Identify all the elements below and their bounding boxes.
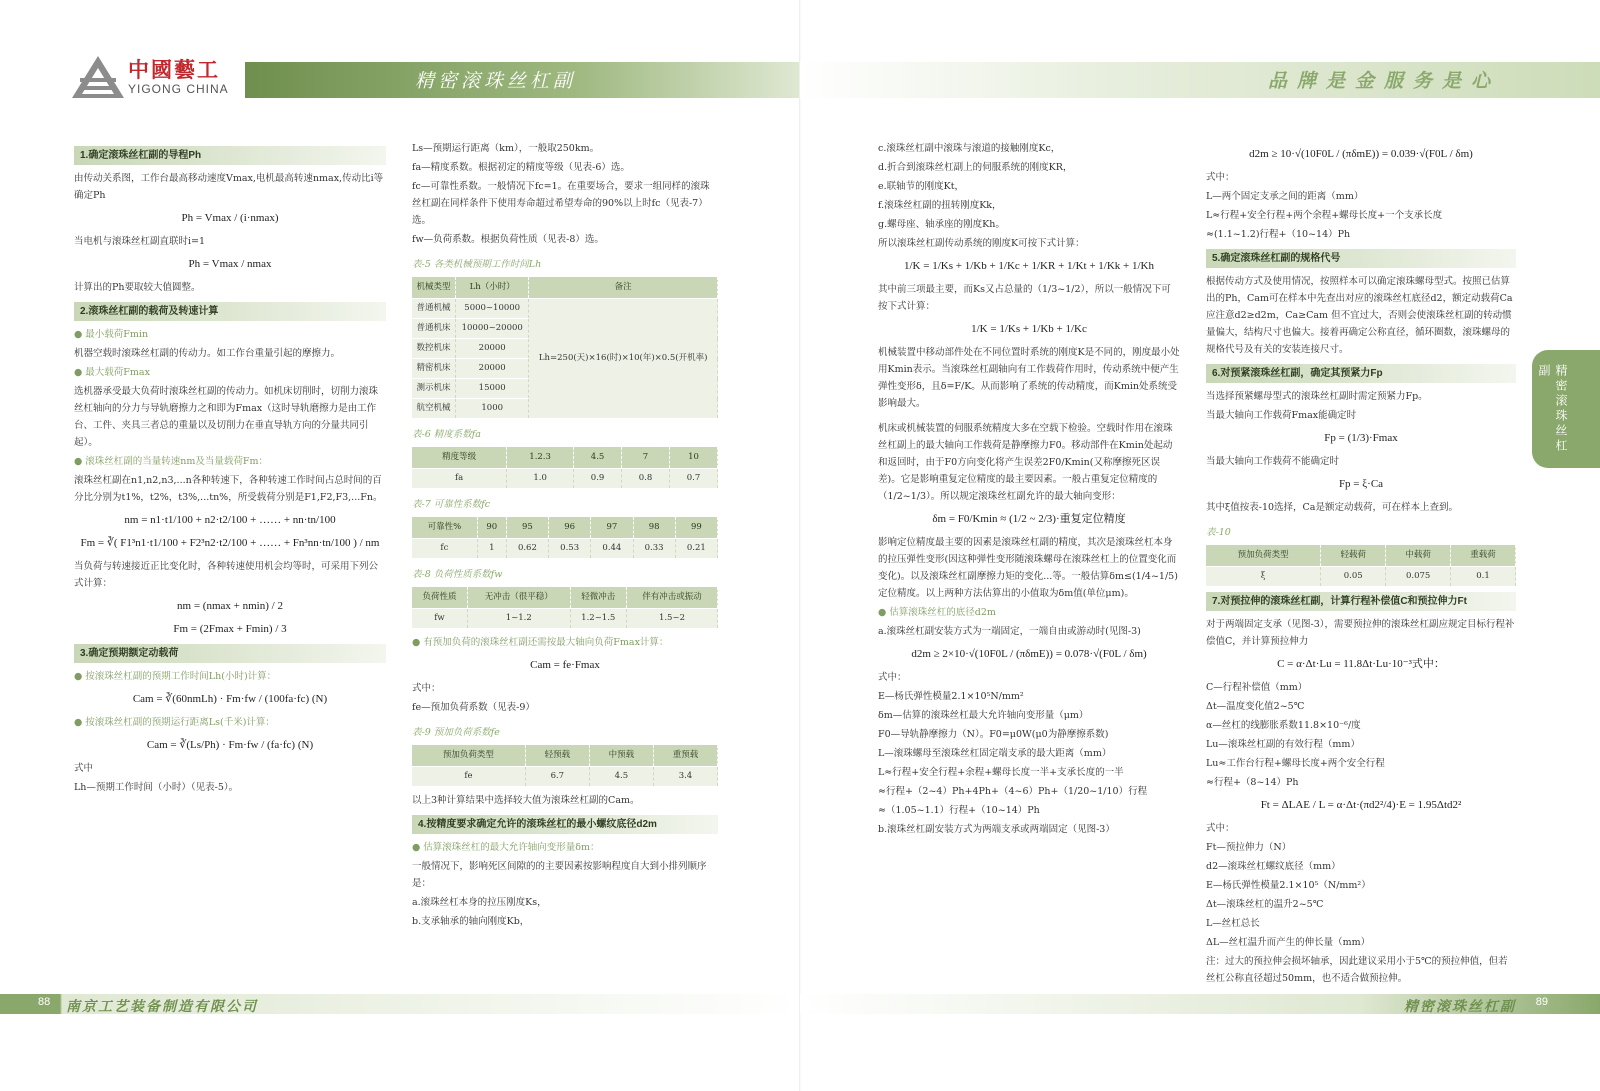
paragraph: 滚珠丝杠副在n1,n2,n3,...n各种转速下，各种转速工作时间占总时间的百分比分别为t1%，t2%，t3%,...tn%，所受载荷分别是F1,F2,F3,...Fn。 (74, 475, 383, 503)
bullet-heading: ● 估算滚珠丝杠的底径d2m (878, 607, 996, 618)
paragraph: L≈行程+安全行程+两个余程+螺母长度+一个支承长度 (1206, 210, 1443, 221)
paragraph: ΔL—丝杠温升而产生的伸长量（mm） (1206, 937, 1371, 948)
formula: Fm = (2Fmax + Fmin) / 3 (173, 623, 287, 635)
paragraph: 一般情况下，影响死区间隙的的主要因素按影响程度自大到小排列顺序是： (412, 861, 707, 889)
table-cell: 普通机械 (412, 299, 456, 319)
paragraph: E—杨氏弹性模量2.1×10⁵N/mm² (878, 691, 1024, 702)
table-cell: 4.5 (589, 767, 653, 787)
paragraph: c.滚珠丝杠副中滚珠与滚道的接触刚度Kc， (878, 143, 1061, 154)
table-cell: 5000~10000 (456, 299, 529, 319)
table-cell: 0.44 (591, 539, 633, 559)
paragraph: b.支承轴承的轴向刚度Kb， (412, 916, 530, 927)
section-heading: 6.对预紧滚珠丝杠副，确定其预紧力Fp (1206, 364, 1516, 383)
paragraph: 当最大轴向工作载荷不能确定时 (1206, 456, 1340, 467)
paragraph: Δt—温度变化值2~5℃ (1206, 701, 1305, 712)
paragraph: 机械装置中移动部件处在不同位置时系统的刚度K是不同的，刚度最小处用Kmin表示。当滚珠丝杠副轴向有工作载荷作用时，传动系统中便产生弹性变形δ，且δ=F/K。从而影响了系统的传动精度，而Kmin处系统受影响最大。 (878, 347, 1180, 409)
paragraph: Ft—预拉伸力（N） (1206, 842, 1292, 853)
formula: 1/K = 1/Ks + 1/Kb + 1/Kc + 1/KR + 1/Kt + 1/Kk + 1/Kh (904, 260, 1154, 272)
table-cell: 15000 (456, 379, 529, 399)
table-cell: 0.8 (622, 469, 670, 489)
formula: Ft = ΔLAE / L = α·Δt·(πd2²/4)·E = 1.95Δtd2² (1260, 799, 1462, 811)
formula: Fp = ξ·Ca (1338, 478, 1384, 490)
paragraph: L—滚珠螺母至滚珠丝杠固定端支承的最大距离（mm） (878, 748, 1112, 759)
paragraph: b.滚珠丝杠副安装方式为两端支承或两端固定（见图-3） (878, 824, 1115, 835)
logo-english-text: YIGONG CHINA (128, 82, 229, 96)
paragraph: 其中ξ值按表-10选择，Ca是额定动载荷，可在样本上查到。 (1206, 502, 1458, 513)
formula: Ph = Vmax / (i·nmax) (181, 212, 279, 224)
table-header-cell: 预加负荷类型 (1206, 545, 1321, 567)
bullet-heading: ● 最小载荷Fmin (74, 329, 149, 340)
table-header-cell: 伴有冲击或振动 (626, 587, 717, 609)
paragraph: a.滚珠丝杠本身的拉压刚度Ks， (412, 897, 547, 908)
table-header-cell: 10 (670, 447, 718, 469)
table-row (412, 609, 718, 629)
table-header-cell: 轻预载 (525, 745, 589, 767)
table-cell: fa (412, 469, 507, 489)
table-header-cell: 轻载荷 (1321, 545, 1386, 567)
paragraph: Lu—滚珠丝杠副的有效行程（mm） (1206, 739, 1360, 750)
paragraph: fw—负荷系数。根据负荷性质（见表-8）选。 (412, 234, 604, 245)
section-heading: 5.确定滚珠丝杠副的规格代号 (1206, 249, 1516, 268)
table-cell: 1.0 (507, 469, 574, 489)
table-caption: 表-6 精度系数fa (412, 429, 481, 440)
side-tab (1532, 350, 1600, 468)
paragraph: E—杨氏弹性模量2.1×10⁵（N/mm²） (1206, 880, 1371, 891)
paragraph: 当最大轴向工作载荷Fmax能确定时 (1206, 410, 1357, 421)
table-cell: 0.7 (670, 469, 718, 489)
table-row (412, 299, 718, 319)
table-header-cell: 99 (675, 517, 717, 539)
table-header-cell: 备注 (529, 277, 718, 299)
table-row (1206, 567, 1516, 587)
table-cell: 0.075 (1386, 567, 1451, 587)
table-row (412, 539, 718, 559)
paragraph: 其中前三项最主要，而Ks又占总量的（1/3~1/2），所以一般情况下可按下式计算： (878, 284, 1171, 312)
paragraph: ≈(1.1~1.2)行程+（10~14）Ph (1206, 229, 1351, 240)
paragraph: C—行程补偿值（mm） (1206, 682, 1308, 693)
paragraph: 由传动关系图，工作台最高移动速度Vmax,电机最高转速nmax,传动比i等确定Ph (74, 173, 384, 201)
paragraph: Ls—预期运行距离（km），一般取250km。 (412, 143, 600, 154)
formula: Cam = ∛(60nmLh) · Fm·fw / (100fa·fc) (N) (132, 693, 328, 705)
table-cell: fe (412, 767, 525, 787)
formula: δm = F0/Kmin ≈ (1/2 ~ 2/3)·重复定位精度 (932, 513, 1126, 525)
table-6 (412, 447, 718, 488)
paragraph: L—丝杠总长 (1206, 918, 1260, 929)
paragraph: 以上3种计算结果中选择较大值为滚珠丝杠副的Cam。 (412, 795, 640, 806)
formula: d2m ≥ 10·√(10F0L / (πδmE)) = 0.039·√(F0L / δm) (1249, 148, 1473, 160)
table-cell: 6.7 (525, 767, 589, 787)
table-header-cell: 98 (633, 517, 675, 539)
paragraph: 式中： (878, 672, 907, 683)
paragraph: 影响定位精度最主要的因素是滚珠丝杠副的精度，其次是滚珠丝杠本身的拉压弹性变形(因这种弹性变形随滚珠螺母在滚珠丝杠上的位置变化而变化)。以及滚珠丝杠副摩擦力矩的变化...等。一般估算δm≤(1/4~1/5)定位精度。以上两种方法估算出的小值取为δm值(单位μm)。 (878, 537, 1178, 599)
bullet-heading: ● 按滚珠丝杠副的预期运行距离Ls(千米)计算： (74, 717, 275, 728)
paragraph: 注：过大的预拉伸会损坏轴承，因此建议采用小于5℃的预拉伸值，但若丝杠公称直径超过50mm，也不适合做预拉伸。 (1206, 956, 1508, 984)
table-cell: 普通机床 (412, 319, 456, 339)
table-cell: 0.05 (1321, 567, 1386, 587)
paragraph: 计算出的Ph要取较大值圆整。 (74, 282, 201, 293)
paragraph: F0—导轨静摩擦力（N）。F0=μ0W(μ0为静摩擦系数) (878, 729, 1109, 740)
table-cell: 0.53 (549, 539, 591, 559)
table-cell: 0.1 (1451, 567, 1516, 587)
table-cell: 1 (477, 539, 506, 559)
footer-title: 精密滚珠丝杠副 (1404, 999, 1516, 1015)
paragraph: 当电机与滚珠丝杠副直联时i=1 (74, 236, 206, 247)
logo-chinese-text: 中國藝工 (128, 57, 220, 82)
paragraph: 对于两端固定支承（见图-3），需要预拉伸的滚珠丝杠副应规定目标行程补偿值C，并计算预拉伸力 (1206, 619, 1515, 647)
table-header-cell: 精度等级 (412, 447, 507, 469)
right-header-slogan: 品牌是金服务是心 (1267, 70, 1500, 92)
table-row (412, 469, 718, 489)
table-header-cell: 轻微冲击 (570, 587, 626, 609)
table-header-cell: 中预载 (589, 745, 653, 767)
table-header-cell: 机械类型 (412, 277, 456, 299)
section-heading: 3.确定预期额定动载荷 (74, 644, 386, 663)
table-8 (412, 587, 718, 628)
table-header-cell: 95 (506, 517, 548, 539)
formula: Cam = ∛(Ls/Ph) · Fm·fw / (fa·fc) (N) (146, 739, 314, 751)
page-number: 88 (38, 996, 51, 1008)
paragraph: d2—滚珠丝杠螺纹底径（mm） (1206, 861, 1341, 872)
table-header-cell: 4.5 (574, 447, 622, 469)
paragraph: 当负荷与转速接近正比变化时，各种转速使用机会均等时，可采用下列公式计算： (74, 561, 379, 589)
table-caption: 表-9 预加负荷系数fe (412, 727, 500, 738)
yigong-logo (70, 54, 250, 102)
table-header-cell: 90 (477, 517, 506, 539)
table-header-cell: 96 (549, 517, 591, 539)
formula: nm = (nmax + nmin) / 2 (177, 600, 283, 612)
table-cell: 0.9 (574, 469, 622, 489)
paragraph: α—丝杠的线膨胀系数11.8×10⁻⁶/度 (1206, 720, 1361, 731)
table-cell: fc (412, 539, 477, 559)
table-header-cell: 重载荷 (1451, 545, 1516, 567)
table-caption: 表-7 可靠性系数fc (412, 499, 491, 510)
paragraph: 机床或机械装置的伺服系统精度大多在空载下检验。空载时作用在滚珠丝杠副上的最大轴向工作载荷是静摩擦力F0。移动部件在Kmin处起动和返回时，由于F0方向变化将产生误差2F0/Kmin(又称摩擦死区误差)。它是影响重复定位精度的最主要因素。一般占重复定位精度的（1/2~1/3）。所以规定滚珠丝杠副允许的最大轴向变形： (878, 423, 1173, 502)
paragraph: 式中： (412, 683, 441, 694)
paragraph: e.联轴节的刚度Kt， (878, 181, 965, 192)
table-cell: 数控机床 (412, 339, 456, 359)
formula: 1/K = 1/Ks + 1/Kb + 1/Kc (971, 323, 1087, 335)
bullet-heading: ● 估算滚珠丝杠的最大允许轴向变形量δm： (412, 842, 600, 853)
side-tab-label: 精密滚珠丝杠副 (1537, 364, 1568, 454)
paragraph: δm—估算的滚珠丝杠最大允许轴向变形量（μm） (878, 710, 1089, 721)
paragraph: 式中 (74, 763, 94, 774)
table-header-cell: 7 (622, 447, 670, 469)
table-cell: 0.62 (506, 539, 548, 559)
section-heading: 2.滚珠丝杠副的载荷及转速计算 (74, 302, 386, 321)
table-header-cell: 97 (591, 517, 633, 539)
paragraph: L≈行程+安全行程+余程+螺母长度一半+支承长度的一半 (878, 767, 1124, 778)
page-number: 89 (1535, 996, 1548, 1008)
table-caption: 表-5 各类机械预期工作时间Lh (412, 259, 542, 270)
formula: d2m ≥ 2×10·√(10F0L / (πδmE)) = 0.078·√(F0L / δm) (911, 648, 1147, 660)
table-cell: 0.21 (675, 539, 717, 559)
table-cell: 0.33 (633, 539, 675, 559)
paragraph: L—两个固定支承之间的距离（mm） (1206, 191, 1364, 202)
formula: nm = n1·t1/100 + n2·t2/100 + …… + nn·tn/100 (124, 514, 336, 526)
paragraph: fe—预加负荷系数（见表-9） (412, 702, 535, 713)
bullet-heading: ● 滚珠丝杠副的当量转速nm及当量载荷Fm： (74, 456, 269, 467)
formula: Cam = fe·Fmax (530, 659, 600, 671)
table-cell: 3.4 (653, 767, 717, 787)
column-2 (412, 140, 718, 932)
paragraph: f.滚珠丝杠副的扭转刚度Kk， (878, 200, 1002, 211)
paragraph: 所以滚珠丝杠副传动系统的刚度K可按下式计算： (878, 238, 1085, 249)
table-5 (412, 277, 718, 418)
table-cell: 1000 (456, 399, 529, 419)
table-row (412, 767, 718, 787)
table-caption: 表-10 (1206, 527, 1231, 538)
paragraph: 选机器承受最大负荷时滚珠丝杠副的传动力。如机床切削时，切削力滚珠丝杠轴向的分力与导轨磨擦力之和即为Fmax（这时导轨磨擦力是由工作台、工件、夹具三者总的重量以及切削力在垂直导轨方向的分量共同引起）。 (74, 386, 379, 448)
section-heading: 4.按精度要求确定允许的滚珠丝杠的最小螺纹底径d2m (412, 815, 718, 834)
column-3 (878, 140, 1180, 840)
paragraph: 式中： (1206, 172, 1235, 183)
table-cell: 精密机床 (412, 359, 456, 379)
formula: Fm = ∛( F1³n1·t1/100 + F2³n2·t2/100 + …… + Fn³nn·tn/100 ) / nm (80, 537, 380, 549)
right-page (800, 0, 1600, 1091)
table-cell: 1~1.2 (467, 609, 570, 629)
formula: Ph = Vmax / nmax (188, 258, 272, 270)
paragraph: Lu≈工作台行程+螺母长度+两个安全行程 (1206, 758, 1385, 769)
bullet-heading: ● 最大载荷Fmax (74, 367, 150, 378)
table-cell: 1.2~1.5 (570, 609, 626, 629)
bullet-heading: ● 按滚珠丝杠副的预期工作时间Lh(小时)计算： (74, 671, 277, 682)
table-cell: 测示机床 (412, 379, 456, 399)
table-header-cell: 中载荷 (1386, 545, 1451, 567)
paragraph: 当选择预紧螺母型式的滚珠丝杠副时需定预紧力Fp。 (1206, 391, 1428, 402)
paragraph: Δt—滚珠丝杠的温升2~5℃ (1206, 899, 1324, 910)
paragraph: g.螺母座、轴承座的刚度Kh。 (878, 219, 1005, 230)
paragraph: d.折合到滚珠丝杠副上的伺服系统的刚度KR， (878, 162, 1073, 173)
table-caption: 表-8 负荷性质系数fw (412, 569, 503, 580)
table-10 (1206, 545, 1516, 586)
paragraph: fc—可靠性系数。一般情况下fc=1。在重要场合，要求一组同样的滚珠丝杠副在同样条件下使用寿命超过希望寿命的90%以上时fc（见表-7）选。 (412, 181, 710, 226)
table-header-cell: 预加负荷类型 (412, 745, 525, 767)
column-4 (1206, 140, 1516, 989)
table-cell: 20000 (456, 359, 529, 379)
table-cell: 1.5~2 (626, 609, 717, 629)
footer-company: 南京工艺装备制造有限公司 (66, 999, 258, 1015)
table-header-cell: 重预载 (653, 745, 717, 767)
table-header-cell: 1.2.3 (507, 447, 574, 469)
paragraph: Lh—预期工作时间（小时）（见表-5）。 (74, 782, 239, 793)
table-note-cell: Lh=250(天)×16(时)×10(年)×0.5(开机率) (529, 299, 718, 419)
table-header-cell: 负荷性质 (412, 587, 467, 609)
table-cell: ξ (1206, 567, 1321, 587)
column-1 (74, 140, 386, 798)
table-header-cell: Lh（小时） (456, 277, 529, 299)
table-9 (412, 745, 718, 786)
paragraph: ≈行程+（2~4）Ph+4Ph+（4~6）Ph+（1/20~1/10）行程 (878, 786, 1148, 797)
table-cell: fw (412, 609, 467, 629)
left-header-title: 精密滚珠丝杠副 (415, 70, 577, 92)
logo-mark-icon (70, 54, 126, 100)
paragraph: fa—精度系数。根据初定的精度等级（见表-6）选。 (412, 162, 630, 173)
paragraph: 根据传动方式及使用情况，按照样本可以确定滚珠螺母型式。按照已估算出的Ph，Cam可在样本中先查出对应的滚珠丝杠底径d2，额定动载荷Ca应注意d2≥d2m，Ca≥Cam 但不宜过大，否则会使滚珠丝杠副的转动惯量偏大，结构尺寸也偏大。接着再确定公称直径，循环圈数，滚珠螺母的规格代号及有关的安装连接尺寸。 (1206, 276, 1513, 355)
table-cell: 10000~20000 (456, 319, 529, 339)
table-header-cell: 无冲击（很平稳） (467, 587, 570, 609)
paragraph: a.滚珠丝杠副安装方式为一端固定，一端自由或游动时(见图-3) (878, 626, 1141, 637)
section-heading: 1.确定滚珠丝杠副的导程Ph (74, 146, 386, 165)
table-cell: 航空机械 (412, 399, 456, 419)
table-cell: 20000 (456, 339, 529, 359)
formula: Fp = (1/3)·Fmax (1324, 432, 1398, 444)
bullet-heading: ● 有预加负荷的滚珠丝杠副还需按最大轴向负荷Fmax计算： (412, 637, 669, 648)
paragraph: 机器空载时滚珠丝杠副的传动力。如工作台重量引起的摩擦力。 (74, 348, 341, 359)
paragraph: ≈行程+（8~14）Ph (1206, 777, 1299, 788)
paragraph: 式中： (1206, 823, 1235, 834)
table-header-cell: 可靠性% (412, 517, 477, 539)
table-7 (412, 517, 718, 558)
formula: C = α·Δt·Lu = 11.8Δt·Lu·10⁻³式中： (1277, 658, 1445, 670)
section-heading: 7.对预拉伸的滚珠丝杠副，计算行程补偿值C和预拉伸力Ft (1206, 592, 1516, 611)
paragraph: ≈（1.05~1.1）行程+（10~14）Ph (878, 805, 1040, 816)
